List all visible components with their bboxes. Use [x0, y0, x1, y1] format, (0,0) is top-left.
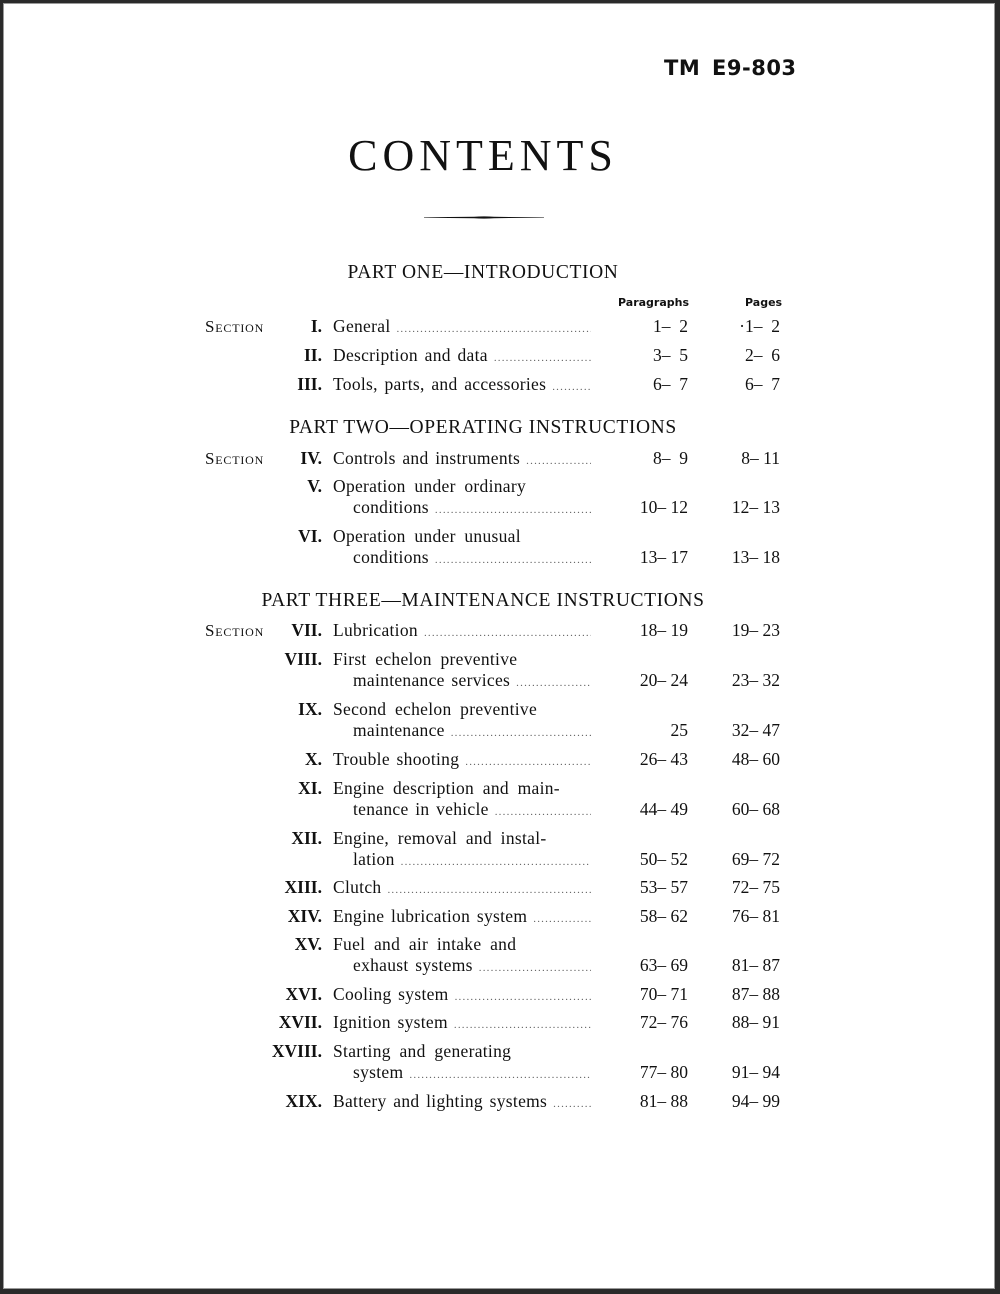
page-range: 19– 23 [731, 620, 780, 640]
page-range: 69– 72 [731, 849, 780, 869]
page-range: 8– 11 [741, 448, 780, 468]
section-number: XVII. [278, 1012, 322, 1032]
section-number: VI. [298, 526, 322, 546]
document-id: TM E9-803 [664, 56, 797, 80]
section-number: III. [297, 374, 322, 394]
leader-dots [401, 856, 591, 868]
section-number: XIV. [287, 906, 322, 926]
leader-dots [409, 1069, 591, 1081]
section-title-link[interactable]: Fuel and air intake and [333, 934, 517, 954]
section-number: VIII. [284, 649, 322, 669]
column-header-paragraphs: Paragraphs [618, 296, 690, 309]
paragraph-range: 25 [670, 720, 688, 740]
section-title-link[interactable]: Operation under unusual [333, 526, 521, 546]
section-title-link[interactable] [333, 316, 591, 337]
section-title-text: Ignition system [333, 1012, 448, 1032]
section-title-text: Description and data [333, 345, 488, 365]
page-range: 2– 6 [745, 345, 780, 365]
section-title-link[interactable] [333, 877, 591, 898]
page-range: 12– 13 [731, 497, 780, 517]
leader-dots [454, 1019, 591, 1031]
page-range: 6– 7 [745, 374, 780, 394]
section-title-text: Battery and lighting systems [333, 1091, 548, 1111]
column-header-pages: Pages [745, 296, 783, 309]
section-title-link[interactable] [353, 497, 591, 518]
section-number: XVIII. [271, 1041, 322, 1061]
paragraph-range: 3– 5 [653, 345, 688, 365]
page-title: CONTENTS [348, 131, 618, 180]
section-title-link[interactable] [333, 1012, 591, 1033]
page-range: 60– 68 [731, 799, 780, 819]
section-title-text: Tools, parts, and accessories [333, 374, 547, 394]
page-range: 81– 87 [731, 955, 780, 975]
leader-dots [516, 677, 591, 689]
paragraph-range: 77– 80 [639, 1062, 688, 1082]
section-title-text: Trouble shooting [333, 749, 460, 769]
section-title-link[interactable] [353, 849, 591, 870]
section-title-link[interactable] [333, 1091, 591, 1112]
section-number: XII. [291, 828, 322, 848]
section-title-link[interactable] [353, 547, 591, 568]
page-range: 94– 99 [731, 1091, 780, 1111]
section-title-text: conditions [353, 547, 429, 567]
section-title-text: General [333, 316, 391, 336]
section-title-text: Cooling system [333, 984, 449, 1004]
page-range: 87– 88 [731, 984, 780, 1004]
section-number: II. [304, 345, 322, 365]
page-range: 76– 81 [731, 906, 780, 926]
paragraph-range: 6– 7 [653, 374, 688, 394]
leader-dots [435, 504, 591, 516]
section-title-link[interactable]: First echelon preventive [333, 649, 518, 669]
section-title-text: conditions [353, 497, 429, 517]
part-title: PART TWO—OPERATING INSTRUCTIONS [289, 417, 677, 438]
section-number: XIII. [284, 877, 322, 897]
section-number: XIX. [285, 1091, 322, 1111]
section-title-link[interactable]: Engine, removal and instal- [333, 828, 547, 848]
section-title-link[interactable] [333, 749, 591, 770]
section-title-text: maintenance services [353, 670, 511, 690]
leader-dots [495, 806, 591, 818]
section-title-link[interactable]: Second echelon preventive [333, 699, 538, 719]
paragraph-range: 20– 24 [639, 670, 688, 690]
section-title-link[interactable] [333, 448, 591, 469]
leader-dots [396, 323, 591, 335]
paragraph-range: 18– 19 [639, 620, 688, 640]
section-title-text: lation [353, 849, 395, 869]
page-range: 72– 75 [731, 877, 780, 897]
section-title-text: exhaust systems [353, 955, 473, 975]
paragraph-range: 58– 62 [639, 906, 688, 926]
page-range: 48– 60 [731, 749, 780, 769]
page-range: 13– 18 [731, 547, 780, 567]
paragraph-range: 70– 71 [639, 984, 688, 1004]
leader-dots [552, 381, 591, 393]
leader-dots [533, 913, 591, 925]
paragraph-range: 8– 9 [653, 448, 688, 468]
section-title-text: maintenance [353, 720, 445, 740]
section-label: Section [205, 621, 265, 640]
section-number: XI. [298, 778, 322, 798]
part-title: PART THREE—MAINTENANCE INSTRUCTIONS [261, 590, 705, 611]
page-range: 91– 94 [731, 1062, 780, 1082]
section-title-link[interactable] [333, 345, 591, 366]
page-range: 23– 32 [731, 670, 780, 690]
paragraph-range: 72– 76 [639, 1012, 688, 1032]
section-number: XVI. [285, 984, 322, 1004]
leader-dots [451, 727, 591, 739]
section-number: XV. [294, 934, 322, 954]
paragraph-range: 53– 57 [639, 877, 688, 897]
section-number: VII. [291, 620, 322, 640]
leader-dots [465, 756, 591, 768]
section-label: Section [205, 449, 265, 468]
paragraph-range: 1– 2 [653, 316, 688, 336]
section-title-link[interactable] [353, 1062, 591, 1083]
leader-dots [553, 1098, 591, 1110]
section-title-link[interactable] [333, 984, 591, 1005]
paragraph-range: 63– 69 [639, 955, 688, 975]
paragraph-range: 81– 88 [639, 1091, 688, 1111]
section-title-link[interactable]: Operation under ordinary [333, 476, 527, 496]
leader-dots [424, 627, 591, 639]
paragraph-range: 50– 52 [639, 849, 688, 869]
paragraph-range: 26– 43 [639, 749, 688, 769]
section-title-link[interactable] [353, 799, 591, 820]
section-number: I. [310, 316, 322, 336]
leader-dots [455, 991, 591, 1003]
section-number: V. [307, 476, 322, 496]
page-range: 88– 91 [731, 1012, 780, 1032]
part-title: PART ONE—INTRODUCTION [347, 262, 619, 283]
section-title-link[interactable] [333, 906, 591, 927]
section-title-link[interactable]: Starting and generating [333, 1041, 512, 1061]
section-title-link[interactable] [353, 670, 591, 691]
section-title-text: tenance in vehicle [353, 799, 489, 819]
paragraph-range: 10– 12 [639, 497, 688, 517]
leader-dots [435, 554, 591, 566]
section-title-link[interactable]: Engine description and main- [333, 778, 560, 798]
section-title-link[interactable] [333, 374, 591, 395]
page-range: 32– 47 [731, 720, 780, 740]
section-number: IX. [298, 699, 322, 719]
section-number: IV. [300, 448, 322, 468]
section-number: X. [304, 749, 322, 769]
section-title-text: Engine lubrication system [333, 906, 528, 926]
section-title-link[interactable] [333, 620, 591, 641]
section-title-text: Clutch [333, 877, 382, 897]
leader-dots [526, 455, 591, 467]
section-title-link[interactable] [353, 720, 591, 741]
section-title-text: Lubrication [333, 620, 418, 640]
leader-dots [479, 962, 591, 974]
section-title-text: Controls and instruments [333, 448, 521, 468]
leader-dots [494, 352, 591, 364]
paragraph-range: 13– 17 [639, 547, 688, 567]
leader-dots [387, 884, 591, 896]
page-range: ·1– 2 [739, 316, 780, 336]
section-label: Section [205, 317, 265, 336]
title-rule [424, 216, 544, 219]
section-title-link[interactable] [353, 955, 591, 976]
section-title-text: system [353, 1062, 404, 1082]
paragraph-range: 44– 49 [639, 799, 688, 819]
